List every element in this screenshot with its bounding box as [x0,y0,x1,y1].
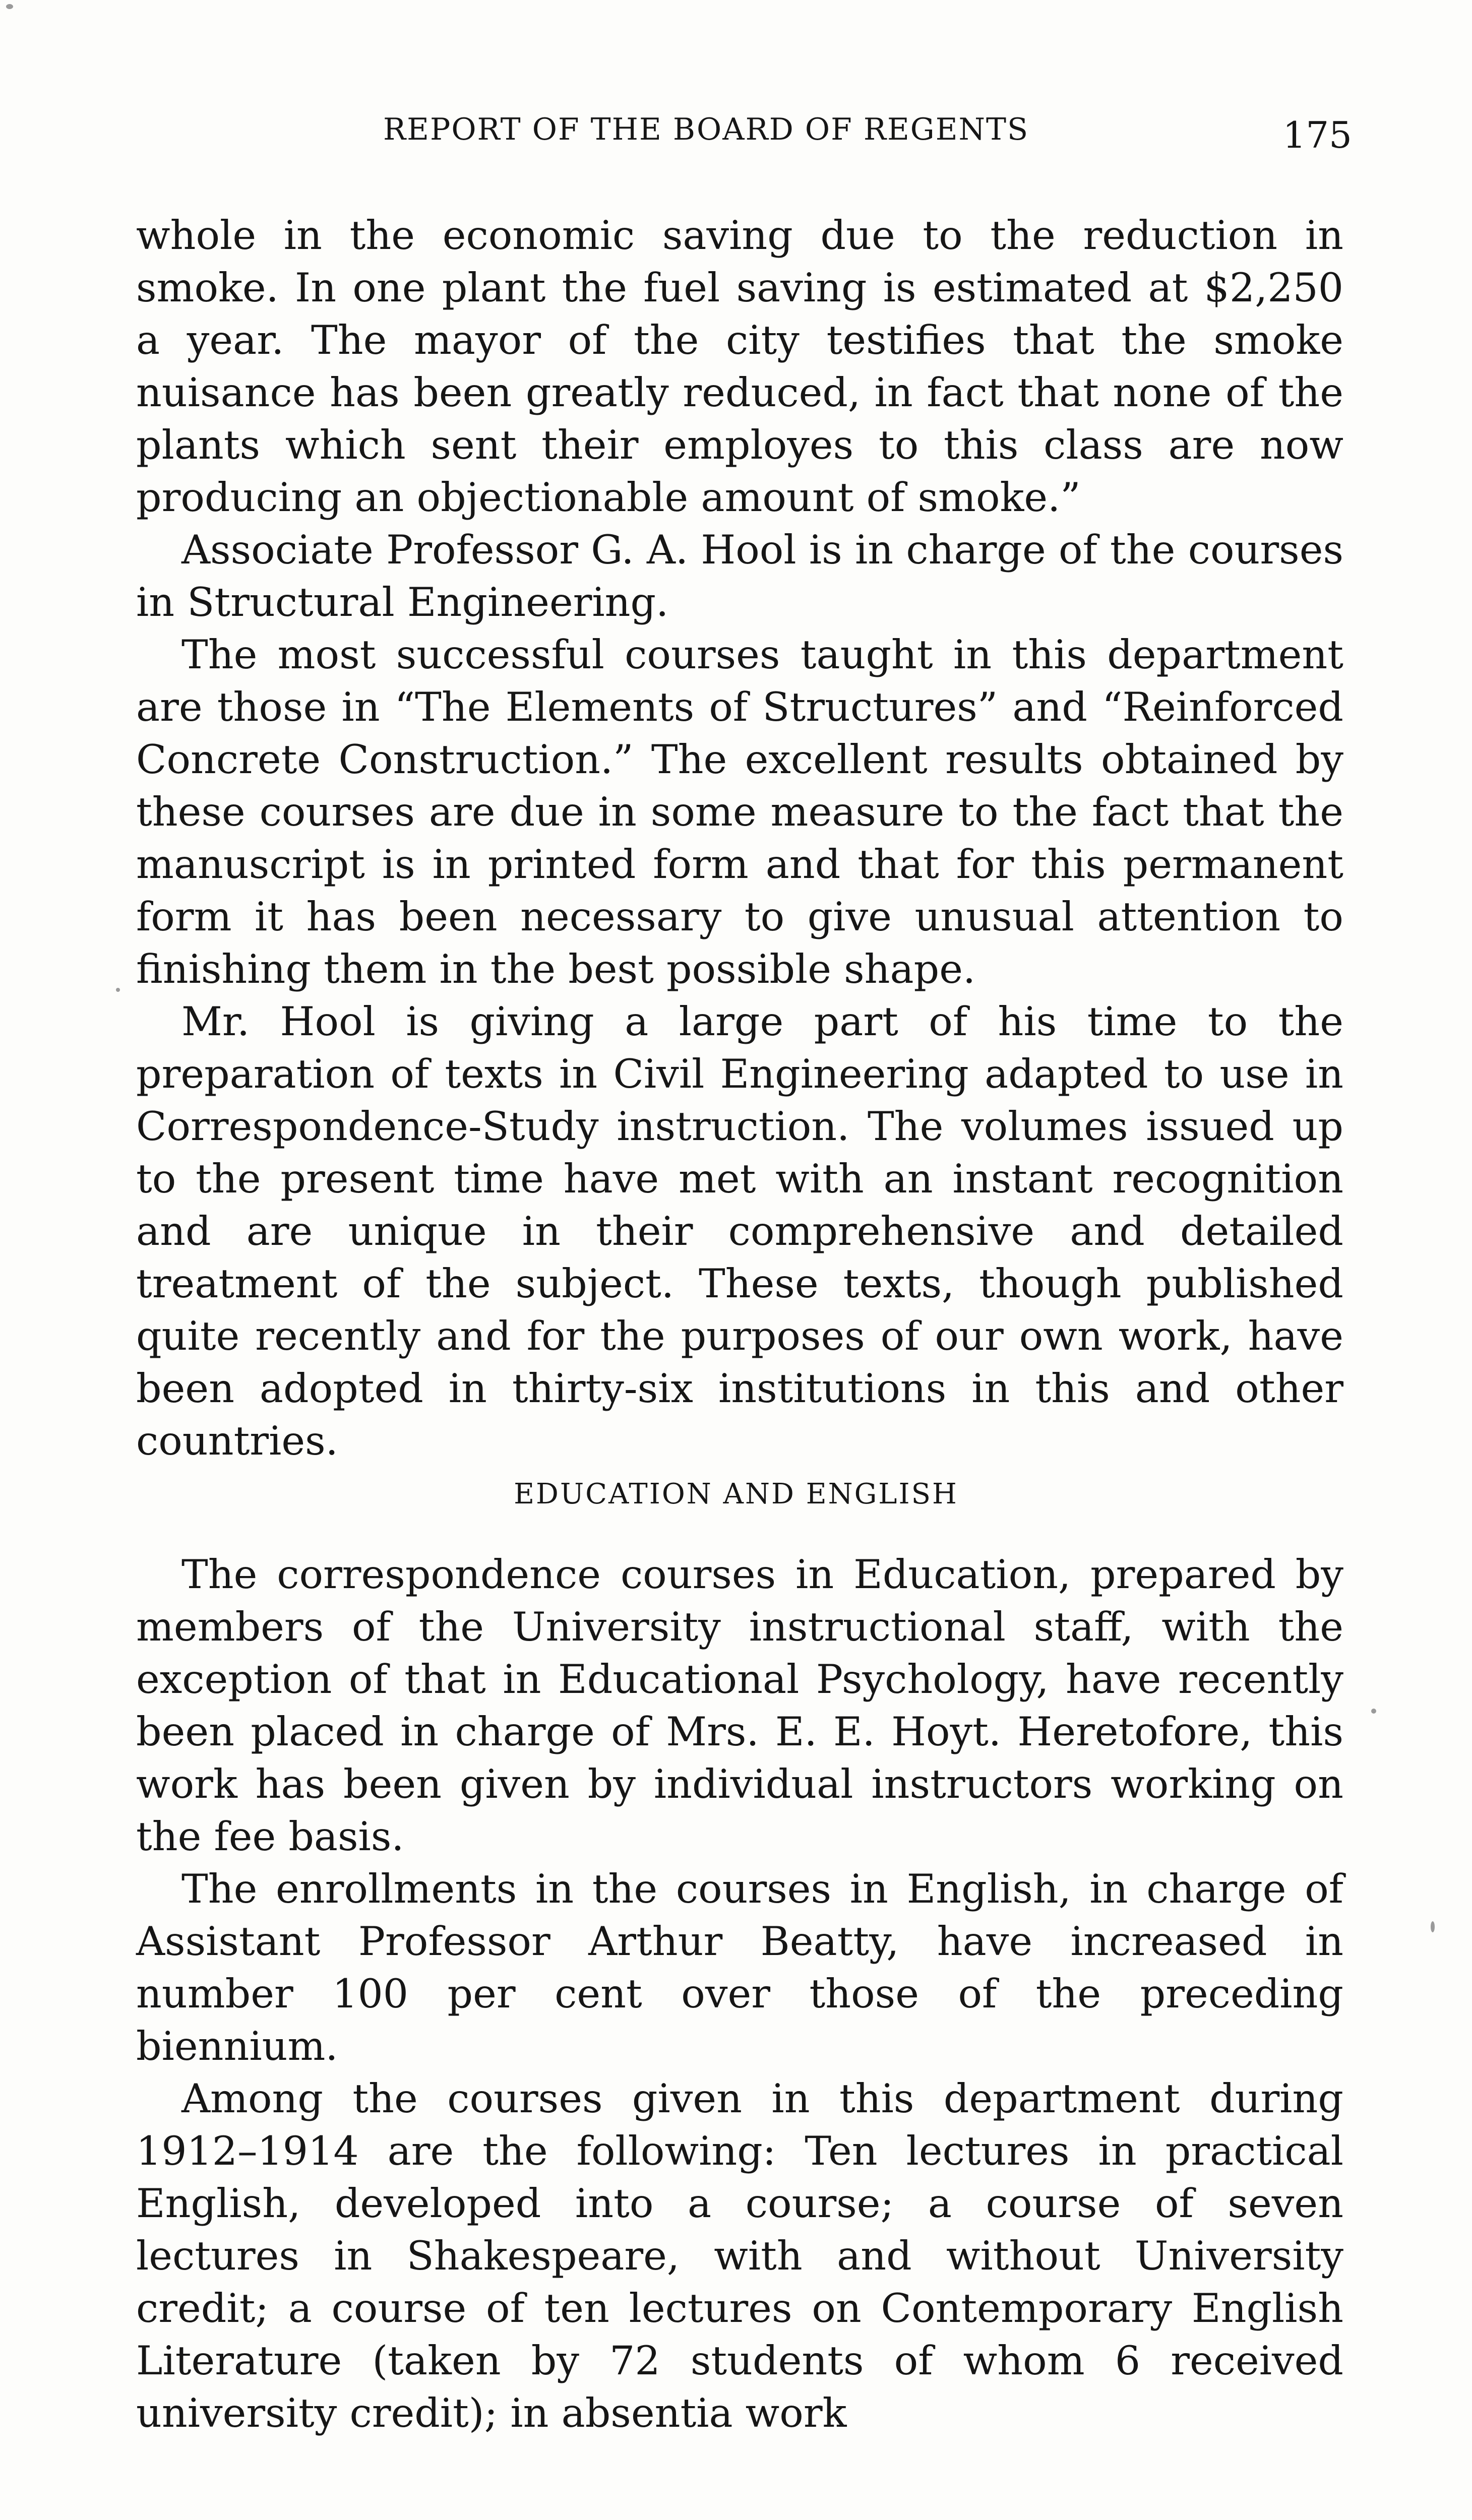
paragraph-english-enrollment: The enrollments in the courses in English, in charge of Assistant Professor Arthur Beatty, have increased in number 100 per cent over those of the preceding biennium. [136,1866,1343,2069]
print-speck [116,988,120,992]
print-speck [1371,1709,1376,1714]
body-text-upper [136,209,1343,1467]
section-heading: EDUCATION AND ENGLISH [514,1478,958,1510]
paragraph-successful-courses: The most successful courses taught in this department are those in “The Elements of Structures” and “Reinforced Concrete Construction.” The excellent results obtained by these courses are due in some measure to the fact that the manuscript is in printed form and that for this permanent form it has been necessary to give unusual attention to finishing them in the best possible shape. [136,632,1343,992]
body-text-lower [136,1548,1343,2439]
paragraph-hool-charge: Associate Professor G. A. Hool is in charge of the courses in Structural Engineering. [136,527,1343,625]
print-speck [6,4,13,9]
paragraph-education: The correspondence courses in Education, prepared by members of the University instructional staff, with the exception of that in Educational Psychology, have recently been placed in charge of Mrs. E. E. Hoyt. Heretofore, this work has been given by individual instructors working on the fee basis. [136,1551,1343,1860]
running-head: REPORT OF THE BOARD OF REGENTS [383,112,1029,147]
paragraph-texts: Mr. Hool is giving a large part of his time to the preparation of texts in Civil Engineering adapted to use in Correspondence-Study instruction. The volumes issued up to the present time have met with an instant recognition and are unique in their comprehensive and detailed treatment of the subject. These texts, though published quite recently and for the purposes of our own work, have been adopted in thirty-six institutions in this and other countries. [136,998,1343,1464]
paragraph-courses-given: Among the courses given in this department during 1912–1914 are the following: Ten lectures in practical English, developed into a course; a course of seven lectures in Shakespeare, with and without University credit; a course of ten lectures on Contemporary English Literature (taken by 72 students of whom 6 received university credit); in absentia work [136,2075,1343,2436]
paragraph-continuation: whole in the economic saving due to the reduction in smoke. In one plant the fuel saving is estimated at $2,250 a year. The mayor of the city testifies that the smoke nuisance has been greatly reduced, in fact that none of the plants which sent their employes to this class are now producing an objectionable amount of smoke.” [136,212,1343,521]
print-speck [1431,1921,1435,1932]
page-number: 175 [1282,114,1352,156]
